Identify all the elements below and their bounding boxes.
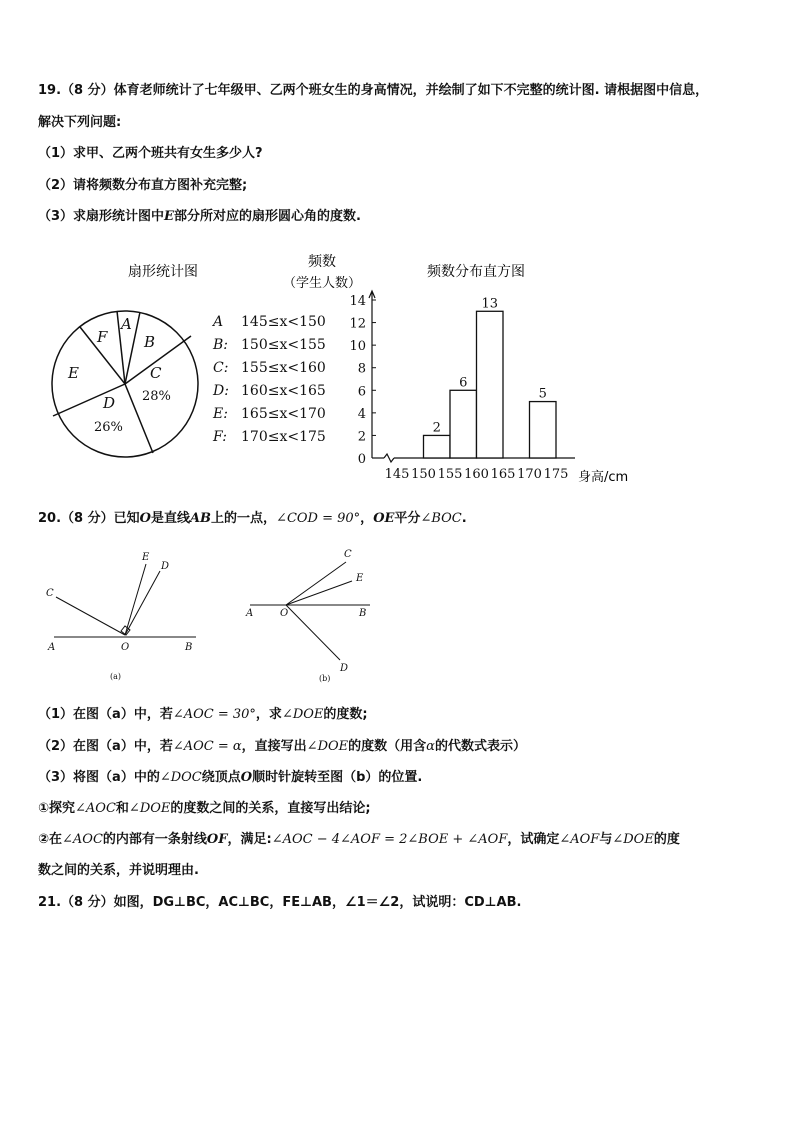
q20-part3-mid: 绕顶点 — [201, 770, 241, 785]
hist-axis-break — [384, 454, 394, 462]
hist-bar-label: 2 — [432, 420, 441, 436]
hist-bar-label: 5 — [538, 386, 547, 402]
q20-part2-angle-doe: ∠DOE — [306, 739, 349, 754]
fig-a-caption: (a) — [110, 672, 122, 681]
q20-part3-angle-doc: ∠DOC — [159, 770, 202, 785]
hist-bar — [450, 390, 477, 458]
q20-stem-pre: 20.（8 分）已知 — [38, 511, 140, 526]
hist-x-tick-label: 175 — [543, 467, 569, 482]
figure-a — [54, 564, 196, 637]
q20-part1-angle-aoc: ∠AOC = 30° — [172, 707, 256, 722]
fig-b-ray-od — [286, 605, 340, 660]
hist-x-tick-label: 150 — [411, 467, 436, 482]
q20-part2-mid2: 的度数（用含 — [348, 739, 427, 754]
pie-title: 扇形统计图 — [128, 264, 198, 280]
pie-label-a: A — [121, 315, 132, 333]
fig-a-label-o: O — [121, 642, 130, 653]
pie-pct-c: 28% — [142, 389, 171, 404]
q20-part2-pre: （2）在图（a）中，若 — [38, 739, 173, 754]
legend-key-b: B: — [213, 337, 229, 353]
svg-text:E:165≤x<170 — [212, 406, 326, 422]
pie-label-f: F — [97, 328, 108, 346]
q20-figure — [0, 540, 794, 690]
hist-bar-label: 13 — [481, 296, 499, 312]
hist-ylabel-2: （学生人数） — [282, 276, 362, 291]
legend-range-e: 165≤x<170 — [241, 406, 326, 422]
q20-sub2-mid: 的内部有一条射线 — [102, 832, 207, 847]
legend-range-c: 155≤x<160 — [241, 360, 326, 376]
q20-sub1-angle-doe: ∠DOE — [128, 801, 171, 816]
histogram — [349, 291, 575, 482]
q20-part3-pre: （3）将图（a）中的 — [38, 770, 160, 785]
q21-stem: 21.（8 分）如图，DG⊥BC，AC⊥BC，FE⊥AB，∠1＝∠2，试说明：CD⊥AB. — [38, 895, 522, 910]
hist-bar — [424, 435, 451, 458]
fig-b-label-c: C — [344, 549, 352, 560]
q20-part2-end: 的代数式表示） — [434, 739, 526, 754]
q20-part3 — [38, 769, 422, 787]
hist-ylabel-1: 频数 — [308, 254, 336, 270]
q20-stem-end: . — [461, 511, 467, 526]
legend-key-e: E: — [213, 406, 228, 422]
q20-stem — [38, 510, 467, 528]
q20-sub2-pre: ②在 — [38, 832, 63, 847]
fig-b-ray-oc — [286, 562, 346, 605]
fig-a-label-a: A — [48, 642, 56, 653]
fig-a-label-c: C — [46, 588, 54, 599]
svg-text:A145≤x<150 — [211, 314, 326, 330]
pie-label-b: B — [144, 333, 156, 351]
fig-b-label-a: A — [246, 608, 254, 619]
svg-text:F:170≤x<175 — [212, 429, 326, 445]
q20-stem-mid3: ， — [360, 511, 374, 526]
fig-b-ray-oe — [286, 581, 352, 605]
q19-part1: （1）求甲、乙两个班共有女生多少人? — [38, 146, 263, 161]
legend-key-a: A — [213, 314, 224, 330]
figure-b — [250, 562, 370, 660]
hist-x-tick-label: 160 — [464, 467, 489, 482]
fig-a-ray-oe — [125, 564, 146, 635]
q20-sub1 — [38, 800, 371, 818]
hist-bar — [477, 311, 504, 458]
q20-part1-angle-doe: ∠DOE — [281, 707, 324, 722]
svg-text:B:150≤x<155 — [212, 337, 326, 353]
legend-range-b: 150≤x<155 — [241, 337, 326, 353]
q20-stem-mid4: 平分 — [394, 511, 421, 526]
q20-stem-angle-cod: ∠COD = 90° — [276, 511, 361, 526]
pie-label-d: D — [103, 394, 116, 412]
q20-part2 — [38, 738, 526, 756]
q20-sub2-mid3: ，试确定 — [507, 832, 560, 847]
hist-bar-label: 6 — [459, 375, 468, 391]
q20-sub1-end: 的度数之间的关系，直接写出结论; — [170, 801, 371, 816]
svg-text:C:155≤x<160 — [213, 360, 326, 376]
fig-a-ray-od — [125, 571, 160, 635]
hist-y-tick-label: 2 — [357, 429, 366, 445]
fig-a-label-d: D — [161, 561, 170, 572]
q20-sub2-angle-doe: ∠DOE — [612, 832, 654, 847]
q20-sub2-mid2: ，满足: — [227, 832, 272, 847]
pie-pct-d: 26% — [94, 420, 123, 435]
hist-x-tick-label: 155 — [437, 467, 463, 482]
hist-y-tick-label: 0 — [357, 452, 366, 467]
q20-part2-angle-aoc: ∠AOC = α — [172, 739, 242, 754]
q20-sub2-end: 的度 — [653, 832, 680, 847]
fig-b-caption: (b) — [319, 674, 331, 683]
q20-stem-angle-boc: ∠BOC — [420, 511, 462, 526]
hist-xlabel: 身高/cm — [578, 470, 629, 485]
fig-b-label-o: O — [280, 608, 289, 619]
q20-sub2-line2: 数之间的关系，并说明理由. — [38, 863, 199, 878]
q20-stem-o: O — [139, 511, 151, 526]
hist-y-tick-label: 4 — [357, 406, 366, 422]
q20-part3-end: 顺时针旋转至图（b）的位置. — [252, 770, 423, 785]
q19-stem-line2: 解决下列问题: — [38, 115, 122, 130]
q20-stem-mid2: 上的一点， — [211, 511, 277, 526]
q20-part1-pre: （1）在图（a）中，若 — [38, 707, 173, 722]
q20-stem-mid1: 是直线 — [150, 511, 190, 526]
fig-b-label-d: D — [340, 663, 349, 674]
hist-x-tick-label: 165 — [490, 467, 516, 482]
legend-range-f: 170≤x<175 — [241, 429, 326, 445]
q20-sub2-mid4: 与 — [599, 832, 613, 847]
legend-key-f: F: — [213, 429, 227, 445]
q19-part2: （2）请将频数分布直方图补充完整; — [38, 178, 248, 193]
q19-stem-line1: 19.（8 分）体育老师统计了七年级甲、乙两个班女生的身高情况，并绘制了如下不完整的统计图. 请根据图中信息， — [38, 83, 709, 98]
hist-y-tick-label: 10 — [349, 339, 366, 355]
q20-part1 — [38, 706, 368, 724]
q20-sub2 — [38, 831, 680, 849]
legend-range-a: 145≤x<150 — [241, 314, 326, 330]
q20-sub2-angle-aoc: ∠AOC — [62, 832, 103, 847]
q19-part3-var: E — [164, 209, 174, 224]
q19-part3-post: 部分所对应的扇形圆心角的度数. — [173, 209, 361, 224]
q20-part3-o: O — [240, 770, 253, 785]
fig-a-label-b: B — [185, 642, 193, 653]
q19-figure — [0, 240, 794, 500]
legend-key-d: D: — [213, 383, 229, 399]
q20-sub2-equation: ∠AOC − 4∠AOF = 2∠BOE + ∠AOF — [271, 832, 508, 847]
q20-sub1-mid: 和 — [115, 801, 129, 816]
q19-part3 — [38, 208, 361, 226]
hist-title: 频数分布直方图 — [427, 264, 525, 280]
q20-part2-mid: ，直接写出 — [241, 739, 307, 754]
legend-key-c: C: — [213, 360, 229, 376]
q19-part3-pre: （3）求扇形统计图中 — [38, 209, 165, 224]
hist-y-tick-label: 6 — [357, 384, 366, 400]
hist-x-tick-label: 145 — [384, 467, 410, 482]
q20-sub2-angle-aof: ∠AOF — [559, 832, 600, 847]
hist-y-tick-label: 14 — [349, 294, 366, 309]
q20-sub1-angle-aoc: ∠AOC — [75, 801, 116, 816]
svg-text:D:160≤x<165 — [212, 383, 326, 399]
pie-label-e: E — [68, 364, 79, 382]
q20-part1-mid: ，求 — [255, 707, 282, 722]
q20-part2-alpha: α — [426, 739, 435, 754]
fig-a-label-e: E — [142, 552, 150, 563]
fig-b-label-e: E — [356, 573, 364, 584]
q20-part1-end: 的度数; — [323, 707, 368, 722]
q20-stem-ab: AB — [189, 511, 212, 526]
pie-label-c: C — [150, 364, 162, 382]
fig-a-ray-oc — [56, 597, 125, 635]
hist-y-tick-label: 12 — [349, 316, 366, 332]
q20-sub2-of: OF — [206, 832, 228, 847]
legend-range-d: 160≤x<165 — [241, 383, 326, 399]
q20-stem-oe: OE — [373, 511, 395, 526]
hist-bar — [530, 402, 557, 458]
hist-y-tick-label: 8 — [357, 361, 366, 377]
q20-sub1-pre: ①探究 — [38, 801, 76, 816]
hist-x-tick-label: 170 — [517, 467, 542, 482]
fig-b-label-b: B — [359, 608, 367, 619]
